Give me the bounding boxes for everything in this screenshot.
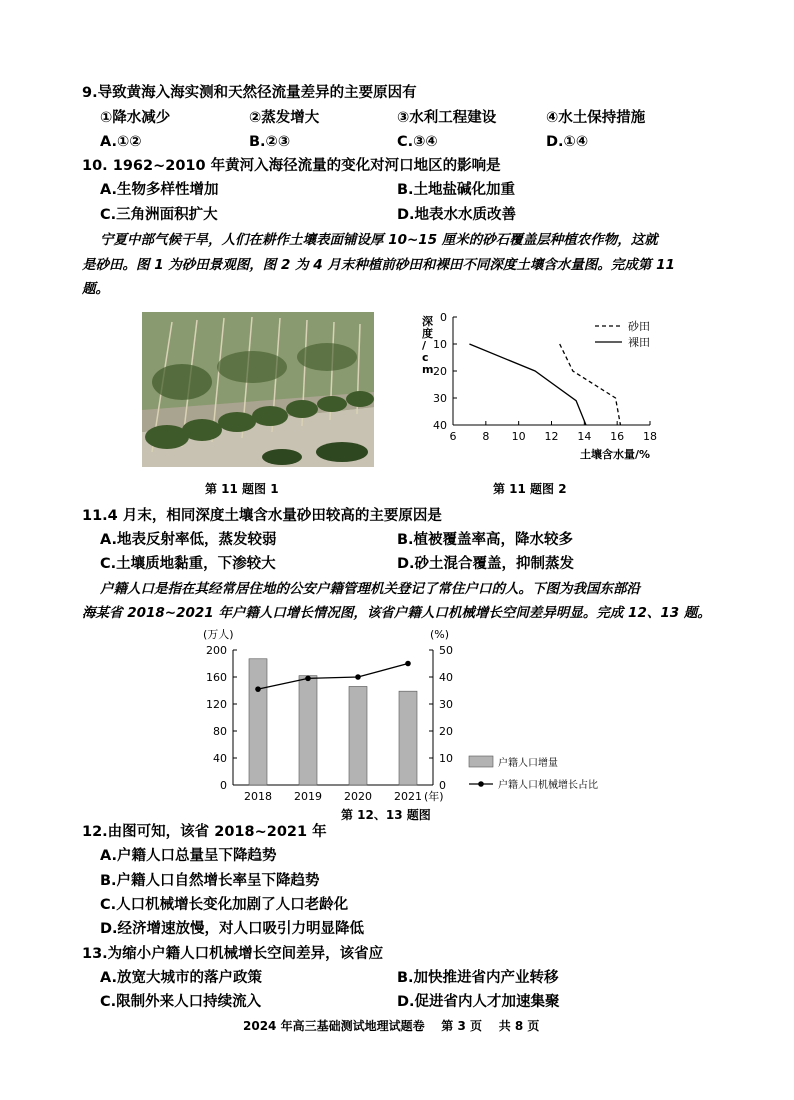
q10-option: C.三角洲面积扩大	[100, 207, 218, 223]
bar-2021	[399, 691, 417, 785]
left-axis-unit: (万人)	[203, 628, 234, 641]
fig1-caption: 第 11 题图 1	[205, 482, 279, 496]
ratio-line	[258, 664, 408, 690]
y-tick-label: 20	[433, 365, 447, 378]
x-tick-label: 2019	[294, 790, 322, 803]
legend-label: 砂田	[628, 320, 650, 333]
x-tick-label: 10	[511, 430, 526, 443]
x-tick-label: 16	[610, 430, 625, 443]
q11-option: D.砂土混合覆盖，抑制蒸发	[397, 556, 575, 572]
left-tick-label: 160	[206, 671, 227, 684]
q9-item: ③水利工程建设	[397, 110, 497, 126]
x-tick-label: 6	[449, 430, 457, 443]
q11-option: C.土壤质地黏重，下渗较大	[100, 556, 276, 572]
population-growth-chart	[165, 622, 625, 807]
left-tick-label: 0	[220, 779, 227, 792]
right-tick-label: 0	[439, 779, 446, 792]
q9-stem: 9.导致黄海入海实测和天然径流量差异的主要原因有	[82, 85, 417, 101]
x-tick-label: 14	[577, 430, 592, 443]
q13-option: C.限制外来人口持续流入	[100, 994, 262, 1010]
q10-option: B.土地盐碱化加重	[397, 182, 516, 198]
q9-option: D.①④	[546, 134, 589, 150]
legend-bar-label: 户籍人口增量	[498, 758, 558, 769]
q11-option: A.地表反射率低，蒸发较弱	[100, 532, 277, 548]
y-axis-label: 深度/ c m	[422, 315, 434, 376]
passage2-line: 户籍人口是指在其经常居住地的公安户籍管理机关登记了常住户口的人。下图为我国东部沿	[100, 581, 640, 597]
x-tick-label: 12	[544, 430, 559, 443]
x-tick-label: 8	[482, 430, 490, 443]
right-tick-label: 50	[439, 644, 453, 657]
q10-option: A.生物多样性增加	[100, 182, 219, 198]
x-axis-unit: (年)	[424, 790, 444, 803]
y-tick-label: 30	[433, 392, 447, 405]
legend-label: 裸田	[628, 336, 650, 349]
sand-field-illustration	[142, 312, 374, 467]
legend-line-marker	[478, 781, 484, 787]
q10-option: D.地表水水质改善	[397, 207, 517, 223]
right-tick-label: 10	[439, 752, 453, 765]
sand-field-photo	[142, 312, 374, 467]
q11-stem: 11.4 月末，相同深度土壤含水量砂田较高的主要原因是	[82, 508, 442, 524]
ratio-point-2021	[405, 661, 411, 667]
x-tick-label: 18	[643, 430, 657, 443]
q9-item: ①降水减少	[100, 110, 171, 126]
q9-item: ④水土保持措施	[546, 110, 646, 126]
q11-option: B.植被覆盖率高，降水较多	[397, 532, 574, 548]
series-line-sand-field	[560, 344, 621, 425]
q12-option: A.户籍人口总量呈下降趋势	[100, 848, 277, 864]
q12-option: B.户籍人口自然增长率呈下降趋势	[100, 873, 320, 889]
y-tick-label: 10	[433, 338, 447, 351]
passage1-line: 题。	[82, 281, 109, 297]
bar-2018	[249, 659, 267, 785]
y-tick-label: 40	[433, 419, 447, 432]
q13-option: D.促进省内人才加速集聚	[397, 994, 560, 1010]
soil-moisture-chart	[410, 305, 670, 475]
q9-item: ②蒸发增大	[249, 110, 320, 126]
y-tick-label: 0	[440, 311, 447, 324]
q10-stem: 10. 1962~2010 年黄河入海径流量的变化对河口地区的影响是	[82, 158, 501, 174]
x-tick-label: 2020	[344, 790, 372, 803]
right-axis-unit: (%)	[430, 628, 450, 641]
right-tick-label: 30	[439, 698, 453, 711]
right-tick-label: 20	[439, 725, 453, 738]
ratio-point-2020	[355, 674, 361, 680]
ratio-point-2018	[255, 686, 261, 692]
q13-stem: 13.为缩小户籍人口机械增长空间差异，该省应	[82, 946, 384, 962]
x-tick-label: 2021	[394, 790, 422, 803]
passage2-line: 海某省 2018~2021 年户籍人口增长情况图，该省户籍人口机械增长空间差异明显。完成 12、13 题。	[82, 605, 711, 621]
left-tick-label: 200	[206, 644, 227, 657]
left-tick-label: 40	[213, 752, 227, 765]
x-axis-label: 土壤含水量/%	[579, 448, 650, 461]
x-tick-label: 2018	[244, 790, 272, 803]
series-line-bare-field	[469, 344, 586, 425]
q12-stem: 12.由图可知，该省 2018~2021 年	[82, 824, 327, 840]
q9-option: C.③④	[397, 134, 438, 150]
fig2-caption: 第 11 题图 2	[493, 482, 567, 496]
right-tick-label: 40	[439, 671, 453, 684]
legend-bar-swatch	[469, 756, 493, 767]
passage1-line: 宁夏中部气候干旱，人们在耕作土壤表面铺设厚 10~15 厘米的砂石覆盖层种植农作物，这就	[100, 232, 658, 248]
left-tick-label: 120	[206, 698, 227, 711]
left-tick-label: 80	[213, 725, 227, 738]
q13-option: B.加快推进省内产业转移	[397, 970, 559, 986]
passage1-line: 是砂田。图 1 为砂田景观图，图 2 为 4 月末种植前砂田和裸田不同深度土壤含水量图。完成第 11	[82, 257, 675, 273]
ratio-point-2019	[305, 676, 311, 682]
page-footer: 2024 年高三基础测试地理试题卷 第 3 页 共 8 页	[243, 1019, 540, 1033]
q9-option: B.②③	[249, 134, 291, 150]
q9-option: A.①②	[100, 134, 142, 150]
q12-option: D.经济增速放慢，对人口吸引力明显降低	[100, 921, 365, 937]
legend-line-label: 户籍人口机械增长占比	[498, 780, 598, 791]
bar-2020	[349, 686, 367, 785]
q12-option: C.人口机械增长变化加剧了人口老龄化	[100, 897, 349, 913]
bar-2019	[299, 676, 317, 785]
fig3-caption: 第 12、13 题图	[341, 808, 431, 822]
q13-option: A.放宽大城市的落户政策	[100, 970, 262, 986]
